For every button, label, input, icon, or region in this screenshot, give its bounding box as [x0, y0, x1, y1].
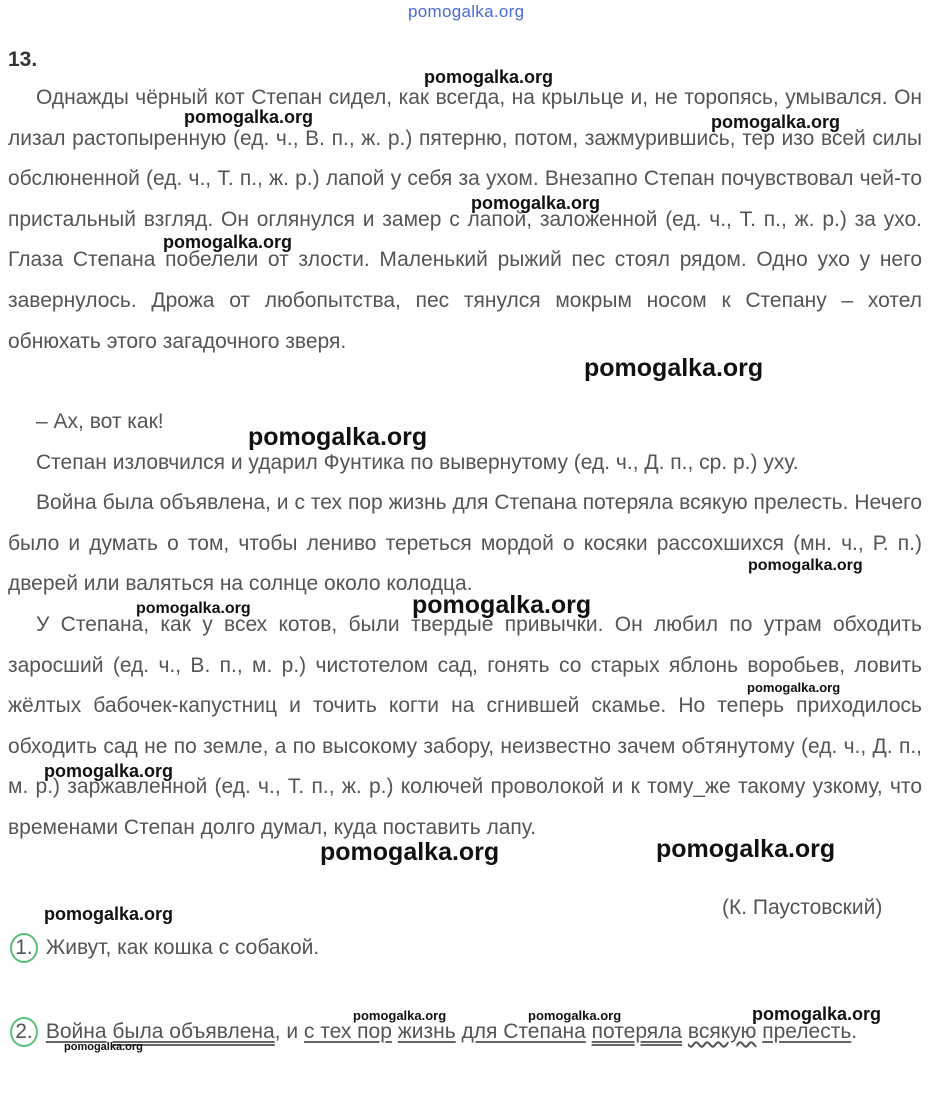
answer-2-subject-2: жизнь	[397, 1020, 456, 1043]
paragraph-5: У Степана, как у всех котов, были твердые привычки. Он любил по утрам обходить заросший (ед. ч., В. п., м. р.) чистотелом сад, гонять со старых яблонь воробьев, ловить жёлтых бабочек-капустниц и точить когти на сгнившей скамье. Но теперь приходилось обходить сад не по земле, а по высокому забору, неизвестно зачем обтянутому (ед. ч., Д. п., м. р.) заржавленной (ед. ч., Т. п., ж. р.) колючей проволокой и к тому_же такому узкому, что временами Степан долго думал, куда поставить лапу.	[8, 613, 922, 839]
watermark: pomogalka.org	[711, 112, 841, 132]
watermark: pomogalka.org	[424, 67, 554, 87]
answer-2-predicate: была объявлена	[112, 1020, 275, 1043]
answer-2-object-2: прелесть	[762, 1020, 852, 1043]
paragraph-1: Однажды чёрный кот Степан сидел, как всегда, на крыльце и, не торопясь, умывался. Он лизал растопыренную (ед. ч., В. п., ж. р.) пятерню, потом, зажмурившись, тер изо всей силы обслюненной (ед. ч., Т. п., ж. р.) лапой у себя за ухом. Внезапно Степан почувствовал чей-то пристальный взгляд. Он оглянулся и замер с лапой, заложенной (ед. ч., Т. п., ж. р.) за ухо. Глаза Степана побелели от злости. Маленький рыжий пес стоял рядом. Одно ухо у него завернулось. Дрожа от любопытства, пес тянулся мокрым носом к Степану – хотел обнюхать этого загадочного зверя.	[8, 86, 922, 353]
watermark: pomogalka.org	[320, 838, 500, 866]
answer-1-text: Живут, как кошка с собакой.	[45, 936, 320, 959]
answer-2-object: для Степана	[461, 1020, 586, 1043]
watermark: pomogalka.org	[656, 835, 836, 863]
paragraph-4: Война была объявлена, и с тех пор жизнь для Степана потеряла всякую прелесть. Нечего было и думать о том, чтобы лениво тереться мордой о косяки рассохшихся (мн. ч., Р. п.) дверей или валяться на солнце около колодца.	[8, 491, 922, 596]
watermark: pomogalka.org	[44, 904, 174, 924]
watermark-top: pomogalka.org	[408, 2, 525, 21]
answer-2-end: .	[851, 1020, 858, 1043]
watermark: pomogalka.org	[64, 1041, 143, 1053]
answer-2-predicate-2: потеряла	[591, 1020, 683, 1043]
paragraph-3: Степан изловчился и ударил Фунтика по вывернутому (ед. ч., Д. п., ср. р.) уху.	[36, 451, 799, 474]
exercise-number: 13.	[8, 48, 38, 71]
author-attribution: (К. Паустовский)	[722, 896, 883, 919]
answer-2-adverbial: с тех пор	[303, 1020, 392, 1043]
watermark: pomogalka.org	[412, 591, 592, 619]
watermark: pomogalka.org	[248, 423, 428, 451]
watermark: pomogalka.org	[752, 1004, 882, 1024]
answer-1-number-circle: 1.	[10, 933, 38, 963]
watermark: pomogalka.org	[163, 232, 293, 252]
paragraph-2: – Ах, вот как!	[36, 410, 164, 433]
watermark: pomogalka.org	[748, 557, 863, 574]
watermark: pomogalka.org	[44, 761, 174, 781]
watermark: pomogalka.org	[471, 193, 601, 213]
watermark: pomogalka.org	[747, 680, 841, 695]
answer-2-attribute: всякую	[687, 1020, 757, 1043]
answer-1	[10, 928, 922, 968]
answer-2-number-circle: 2.	[10, 1017, 38, 1047]
watermark: pomogalka.org	[184, 107, 314, 127]
answer-2-subject: Война	[45, 1020, 107, 1043]
watermark: pomogalka.org	[353, 1008, 447, 1023]
watermark: pomogalka.org	[528, 1008, 622, 1023]
watermark: pomogalka.org	[584, 354, 764, 382]
watermark: pomogalka.org	[136, 600, 251, 617]
answer-2-conjunction: , и	[274, 1020, 304, 1043]
